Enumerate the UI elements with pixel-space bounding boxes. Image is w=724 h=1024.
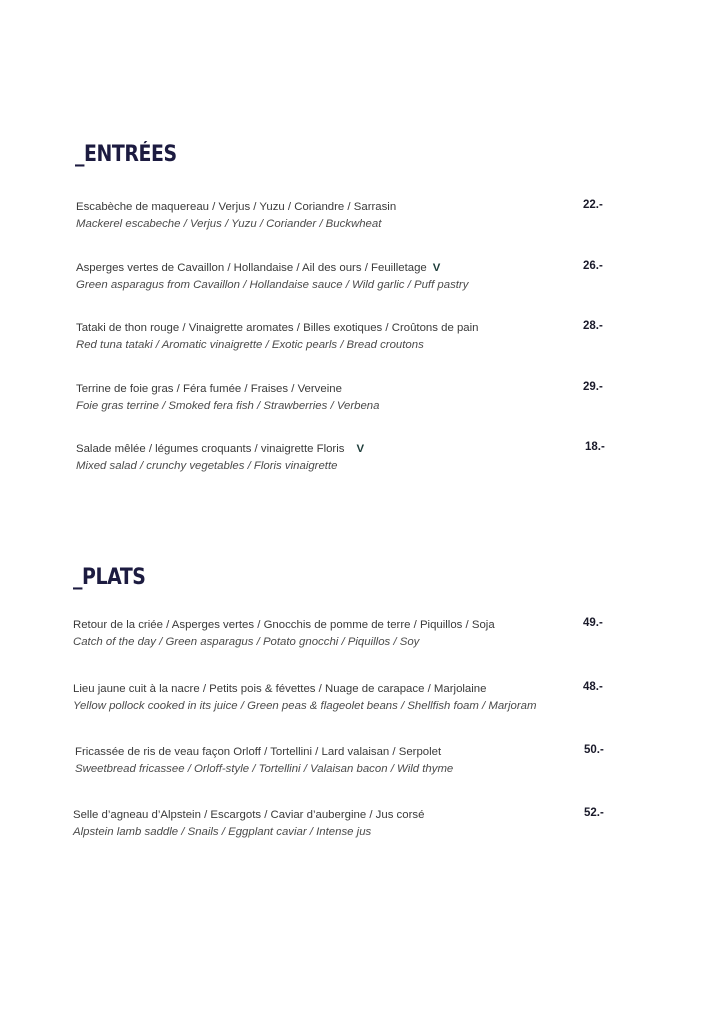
menu-item xyxy=(73,617,613,651)
item-name-en: Green asparagus from Cavaillon / Hollandaise sauce / Wild garlic / Puff pastry xyxy=(76,279,469,291)
item-price: 29.- xyxy=(583,381,603,393)
menu-item xyxy=(76,260,616,294)
section-title-plats: _PLATS xyxy=(73,565,146,590)
menu-item xyxy=(76,320,616,354)
item-name-fr: Retour de la criée / Asperges vertes / Gnocchis de pomme de terre / Piquillos / Soja xyxy=(73,619,495,631)
item-name-en: Catch of the day / Green asparagus / Potato gnocchi / Piquillos / Soy xyxy=(73,636,420,648)
item-name-fr: Selle d’agneau d’Alpstein / Escargots / Caviar d’aubergine / Jus corsé xyxy=(73,809,425,821)
item-name-fr: Escabèche de maquereau / Verjus / Yuzu / Coriandre / Sarrasin xyxy=(76,201,397,213)
menu-item xyxy=(76,441,616,475)
item-name-fr: Terrine de foie gras / Féra fumée / Fraises / Verveine xyxy=(76,383,342,395)
item-name-fr: Fricassée de ris de veau façon Orloff / Tortellini / Lard valaisan / Serpolet xyxy=(75,746,442,758)
item-price: 18.- xyxy=(585,441,605,453)
item-price: 22.- xyxy=(583,199,603,211)
item-price: 48.- xyxy=(583,681,603,693)
item-name-en: Mackerel escabeche / Verjus / Yuzu / Coriander / Buckwheat xyxy=(76,218,382,230)
item-name-en: Alpstein lamb saddle / Snails / Eggplant caviar / Intense jus xyxy=(73,826,372,838)
item-price: 52.- xyxy=(584,807,604,819)
item-name-fr: Salade mêlée / légumes croquants / vinaigrette Floris xyxy=(76,443,345,455)
item-name-fr: Lieu jaune cuit à la nacre / Petits pois & févettes / Nuage de carapace / Marjolaine xyxy=(73,683,487,695)
vegetarian-badge: V xyxy=(356,443,365,455)
menu-item xyxy=(75,744,615,778)
menu-item xyxy=(76,199,616,233)
item-price: 50.- xyxy=(584,744,604,756)
menu-item xyxy=(73,807,613,841)
item-name-en: Mixed salad / crunchy vegetables / Floris vinaigrette xyxy=(76,460,338,472)
item-price: 28.- xyxy=(583,320,603,332)
menu-item xyxy=(73,681,613,715)
item-name-fr: Asperges vertes de Cavaillon / Hollandaise / Ail des ours / Feuilletage xyxy=(76,262,427,274)
vegetarian-badge: V xyxy=(432,262,441,274)
item-name-en: Foie gras terrine / Smoked fera fish / Strawberries / Verbena xyxy=(76,400,380,412)
section-title-entrees: _ENTRÉES xyxy=(75,142,177,167)
item-price: 26.- xyxy=(583,260,603,272)
item-price: 49.- xyxy=(583,617,603,629)
menu-item xyxy=(76,381,616,415)
item-name-en: Red tuna tataki / Aromatic vinaigrette / Exotic pearls / Bread croutons xyxy=(76,339,424,351)
item-name-en: Yellow pollock cooked in its juice / Green peas & flageolet beans / Shellfish foam / Marjoram xyxy=(73,700,537,712)
item-name-en: Sweetbread fricassee / Orloff-style / Tortellini / Valaisan bacon / Wild thyme xyxy=(75,763,454,775)
item-name-fr: Tataki de thon rouge / Vinaigrette aromates / Billes exotiques / Croûtons de pain xyxy=(76,322,479,334)
